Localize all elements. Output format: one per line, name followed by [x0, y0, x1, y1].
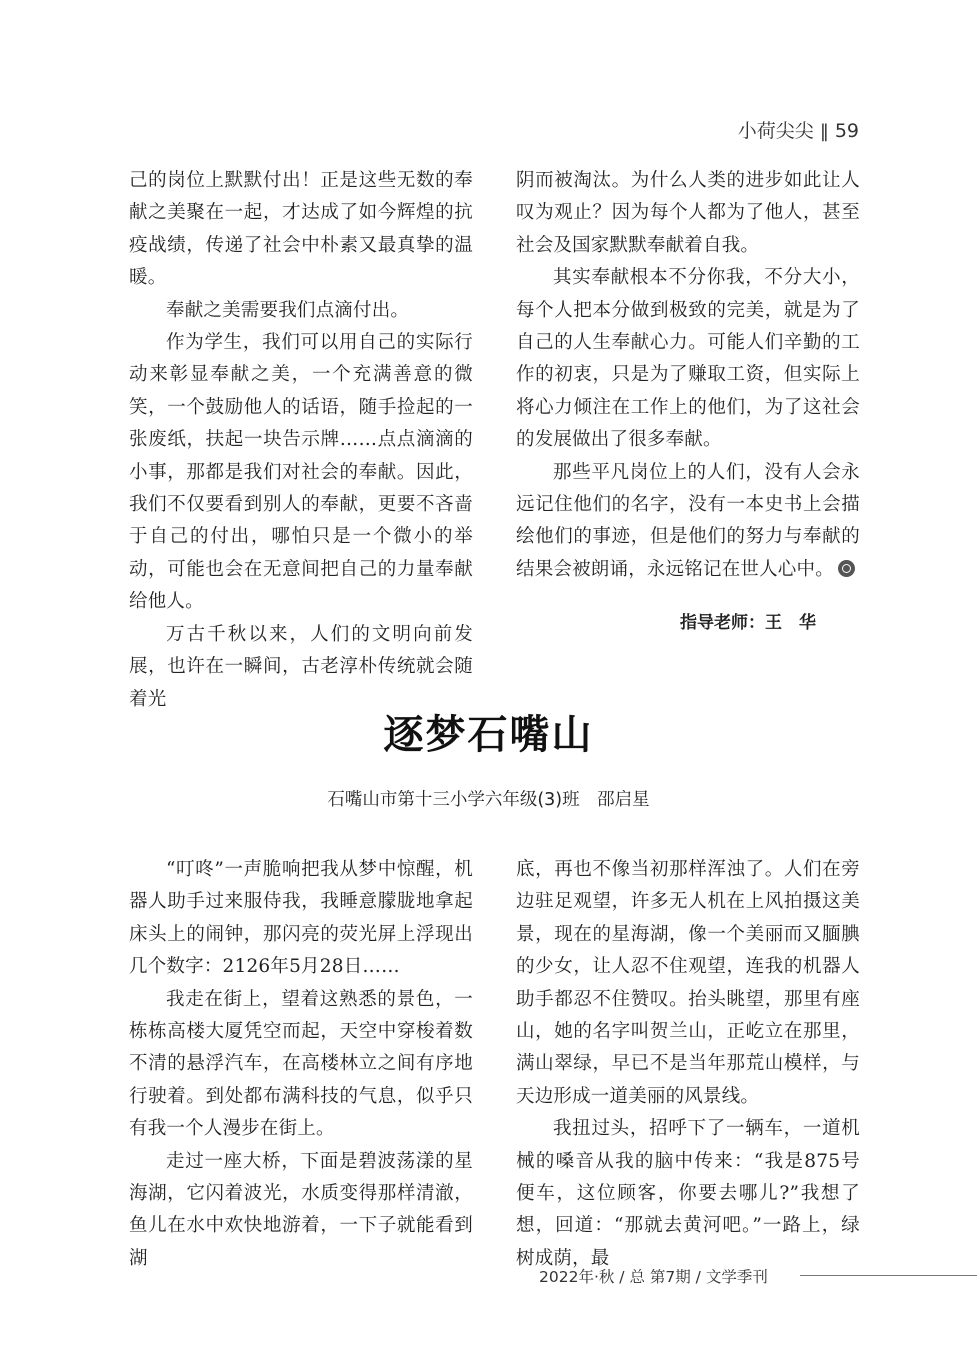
paragraph: 我扭过头，招呼下了一辆车，一道机械的嗓音从我的脑中传来：“我是875号便车，这位顾客，你要去哪儿?”我想了想，回道：“那就去黄河吧。”一路上，绿树成荫，最	[516, 1118, 860, 1269]
bottom-right-column	[516, 854, 860, 1275]
footer-rule	[800, 1275, 977, 1276]
article-byline: 石嘴山市第十三小学六年级(3)班 邵启星	[327, 790, 650, 810]
advisor-credit: 指导老师：王 华	[680, 613, 816, 633]
article-title: 逐梦石嘴山	[383, 711, 594, 758]
footer-issue-info: 2022年·秋 / 总 第7期 / 文学季刊	[539, 1268, 768, 1286]
separator: ‖	[819, 121, 829, 142]
paragraph: 其实奉献根本不分你我，不分大小，每个人把本分做到极致的完美，就是为了自己的人生奉献心力。可能人们辛勤的工作的初衷，只是为了赚取工资，但实际上将心力倾注在工作上的他们，为了这社会的发展做出了很多奉献。	[516, 267, 860, 451]
top-left-column	[129, 165, 473, 716]
paragraph	[516, 457, 860, 587]
top-right-column	[516, 165, 860, 586]
paragraph-text: 那些平凡岗位上的人们，没有人会永远记住他们的名字，没有一本史书上会描绘他们的事迹，但是他们的努力与奉献的结果会被朗诵，永远铭记在世人心中。	[516, 461, 860, 580]
end-mark-icon	[838, 560, 855, 577]
paragraph: “叮咚”一声脆响把我从梦中惊醒，机器人助手过来服侍我，我睡意朦胧地拿起床头上的闹钟，那闪亮的荧光屏上浮现出几个数字：2126年5月28日……	[129, 859, 473, 978]
paragraph: 作为学生，我们可以用自己的实际行动来彰显奉献之美，一个充满善意的微笑，一个鼓励他人的话语，随手捡起的一张废纸，扶起一块告示牌……点点滴滴的小事，那都是我们对社会的奉献。因此，我们不仅要看到别人的奉献，更要不吝啬于自己的付出，哪怕只是一个微小的举动，可能也会在无意间把自己的力量奉献给他人。	[129, 332, 473, 613]
paragraph: 己的岗位上默默付出！正是这些无数的奉献之美聚在一起，才达成了如今辉煌的抗疫战绩，传递了社会中朴素又最真挚的温暖。	[129, 170, 473, 289]
section-name: 小荷尖尖	[737, 120, 814, 142]
paragraph: 万古千秋以来，人们的文明向前发展，也许在一瞬间，古老淳朴传统就会随着光	[129, 623, 473, 710]
running-head	[738, 116, 859, 143]
paragraph: 奉献之美需要我们点滴付出。	[166, 299, 410, 321]
paragraph: 我走在街上，望着这熟悉的景色，一栋栋高楼大厦凭空而起，天空中穿梭着数不清的悬浮汽车，在高楼林立之间有序地行驶着。到处都布满科技的气息，似乎只有我一个人漫步在街上。	[129, 988, 473, 1140]
paragraph: 走过一座大桥，下面是碧波荡漾的星海湖，它闪着波光，水质变得那样清澈，鱼儿在水中欢快地游着，一下子就能看到湖	[129, 1150, 473, 1269]
paragraph: 阴而被淘汰。为什么人类的进步如此让人叹为观止？因为每个人都为了他人，甚至社会及国家默默奉献着自我。	[516, 170, 860, 256]
bottom-left-column	[129, 854, 473, 1275]
paragraph: 底，再也不像当初那样浑浊了。人们在旁边驻足观望，许多无人机在上风拍摄这美景，现在的星海湖，像一个美丽而又腼腆的少女，让人忍不住观望，连我的机器人助手都忍不住赞叹。抬头眺望，那里有座山，她的名字叫贺兰山，正屹立在那里，满山翠绿，早已不是当年那荒山模样，与天边形成一道美丽的风景线。	[516, 859, 860, 1107]
page-number: 59	[834, 120, 859, 142]
